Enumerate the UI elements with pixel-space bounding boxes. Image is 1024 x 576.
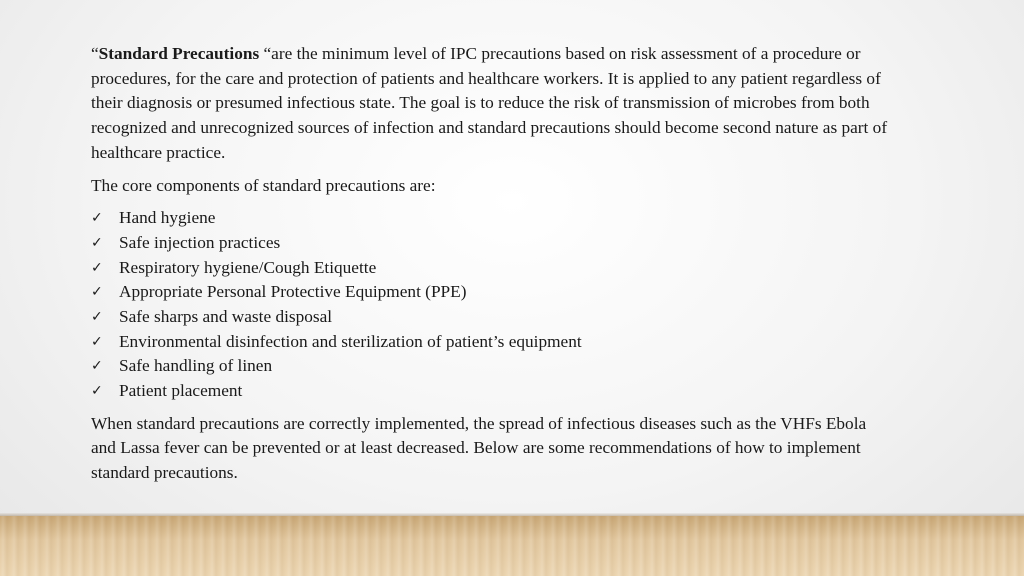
list-item-label: Appropriate Personal Protective Equipment (PPE) <box>119 282 467 302</box>
list-item <box>91 280 891 305</box>
slide-content <box>91 42 891 486</box>
list-item-label: Safe injection practices <box>119 232 281 252</box>
list-item-label: Environmental disinfection and sterilization of patient’s equipment <box>119 331 582 351</box>
list-item <box>91 354 891 379</box>
list-item <box>91 305 891 330</box>
core-components-heading: The core components of standard precautions are: <box>91 175 436 195</box>
checkmark-icon: ✓ <box>91 383 103 400</box>
intro-paragraph <box>91 42 891 166</box>
checkmark-icon: ✓ <box>91 308 103 325</box>
standard-precautions-term: Standard Precautions <box>98 44 260 63</box>
core-components-list <box>91 206 891 404</box>
checkmark-icon: ✓ <box>91 284 103 301</box>
list-item-label: Safe handling of linen <box>119 356 273 376</box>
list-item <box>91 206 891 231</box>
list-item <box>91 256 891 281</box>
checkmark-icon: ✓ <box>91 259 103 276</box>
checkmark-icon: ✓ <box>91 210 103 227</box>
list-item-label: Patient placement <box>119 381 243 401</box>
list-item <box>91 379 891 404</box>
checkmark-icon: ✓ <box>91 234 103 251</box>
list-item <box>91 330 891 355</box>
closing-paragraph: When standard precautions are correctly implemented, the spread of infectious diseases such as the VHFs Ebola and Lassa fever can be prevented or at least decreased. Below are some recommendations of how to implement standard precautions. <box>91 413 867 483</box>
list-item-label: Respiratory hygiene/Cough Etiquette <box>119 257 377 277</box>
checkmark-icon: ✓ <box>91 358 103 375</box>
list-item-label: Hand hygiene <box>119 208 216 228</box>
list-item <box>91 231 891 256</box>
intro-definition: “are the minimum level of IPC precautions based on risk assessment of a procedure or procedures, for the care and protection of patients and healthcare workers. It is applied to any patient regardless of their diagnosis or presumed infectious state. The goal is to reduce the risk of transmission of microbes from both recognized and unrecognized sources of infection and standard precautions should become second nature as part of healthcare practice. <box>91 44 888 162</box>
open-quote: “ <box>91 44 99 63</box>
wood-floor-background <box>0 516 1024 576</box>
checkmark-icon: ✓ <box>91 333 103 350</box>
list-item-label: Safe sharps and waste disposal <box>119 306 333 326</box>
